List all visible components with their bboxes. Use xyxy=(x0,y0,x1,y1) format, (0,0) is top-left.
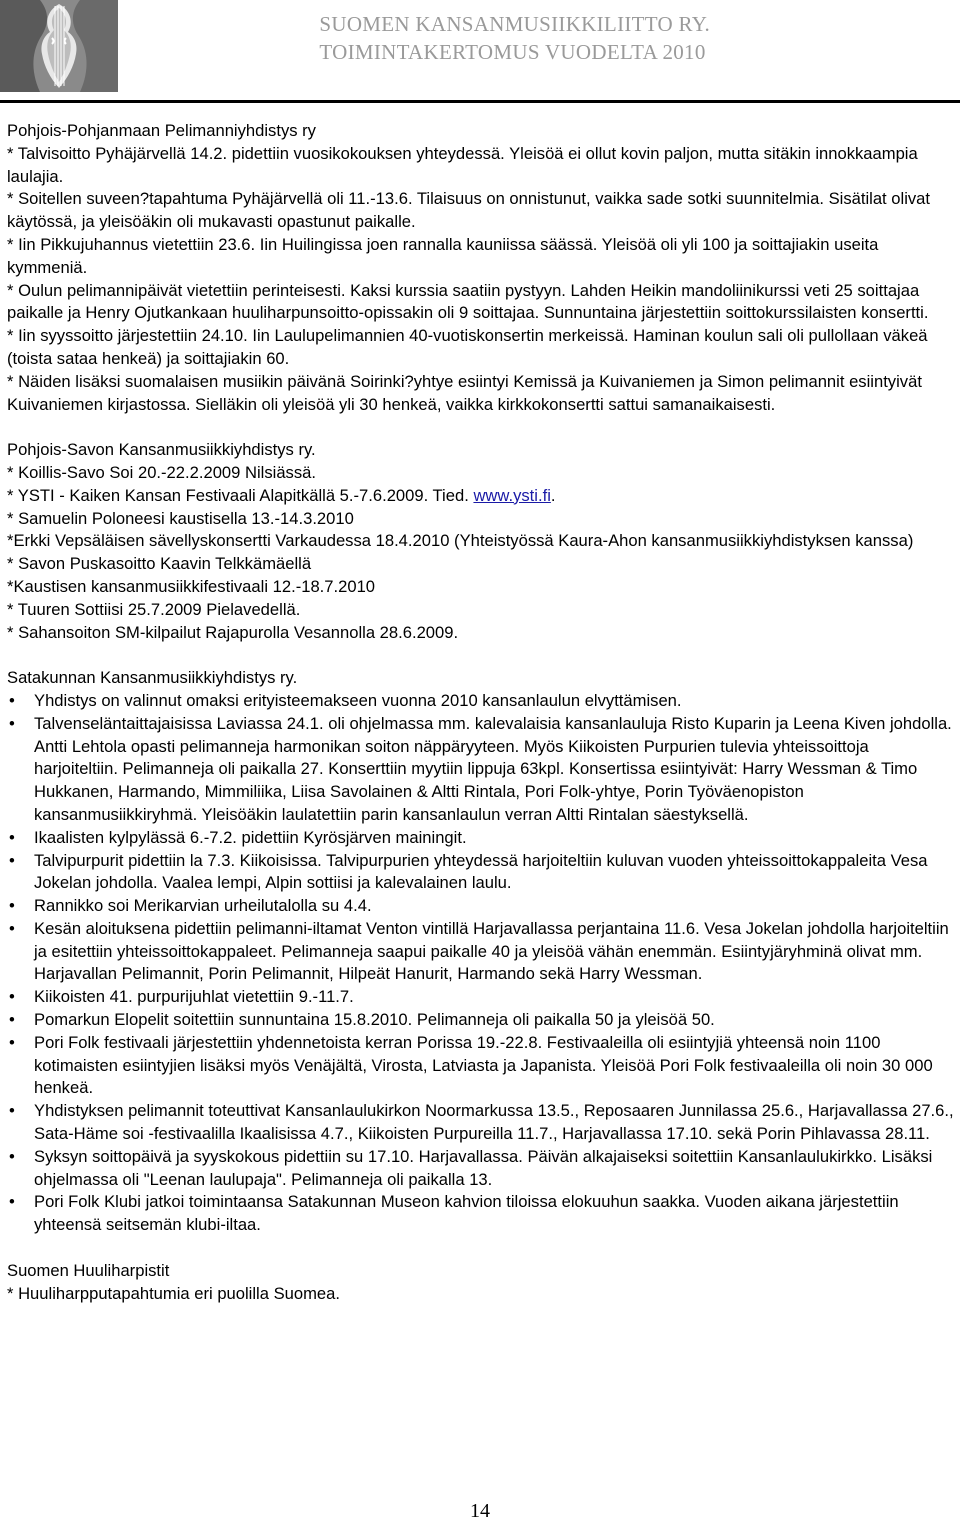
list-item: • Kesän aloituksena pidettiin pelimanni-iltamat Venton vintillä Harjavallassa perjantaina 11.6. Vesa Jokelan johdolla harjoiteltiin ja esitettiin yhteissoittokappaleet. Pelimanneja saapui paikalle 40 ja yleisöä vähän enemmän. Esiintyjäryhminä olivat mm. Harjavallan Pelimannit, Porin Pelimannit, Hilpeät Hanurit, Harmando sekä Harry Wessman. xyxy=(7,918,955,986)
list-item: • Talvenseläntaittajaisissa Laviassa 24.1. oli ohjelmassa mm. kalevalaisia kansanlauluja Risto Kuparin ja Leena Kiven johdolla. Antti Lehtola opasti pelimanneja harmonikan soiton näppäryyteen. Myös Kiikoisten Purpurien tulevia yhteissoittoja harjoiteltiin. Pelimanneja oli paikalla 27. Konserttiin myytiin lippuja 63kpl. Konsertissa esiintyivät: Harry Wessman & Timo Hukkanen, Harmando, Mimmiliika, Liisa Savolainen & Altti Rintala, Pori Folk-yhtye, Porin Työväenopiston kansanmusiikkiryhmä. Yleisöäkin laulatettiin parin kansanlaulun verran Altti Rintalan säestyksellä. xyxy=(7,713,955,827)
ysti-link[interactable]: www.ysti.fi xyxy=(473,485,551,505)
section-title: Satakunnan Kansanmusiikkiyhdistys ry. xyxy=(7,668,298,688)
section-title: Suomen Huuliharpistit xyxy=(7,1260,170,1280)
list-item: • Pomarkun Elopelit soitettiin sunnuntaina 15.8.2010. Pelimanneja oli paikalla 50 ja yleisöä 50. xyxy=(7,1009,955,1032)
header-title xyxy=(319,10,710,66)
header-line-1: SUOMEN KANSANMUSIIKKILIITTO RY. xyxy=(319,12,710,36)
document-body xyxy=(7,120,955,1328)
paragraph: *Erkki Vepsäläisen sävellyskonsertti Varkaudessa 18.4.2010 (Yhteistyössä Kaura-Ahon kansanmusiikkiyhdistyksen kanssa) xyxy=(7,531,914,551)
paragraph-ysti xyxy=(7,485,955,508)
list-item: • Kiikoisten 41. purpurijuhlat vietettiin 9.-11.7. xyxy=(7,986,955,1009)
list-item: • Talvipurpurit pidettiin la 7.3. Kiikoisissa. Talvipurpurien yhteydessä harjoiteltiin kuluvan vuoden yhteissoittokappaleita Vesa Jokelan johdolla. Vaalea lempi, Alpin sottiisi ja kalevalainen laulu. xyxy=(7,850,955,896)
paragraph: * Näiden lisäksi suomalaisen musiikin päivänä Soirinki?yhtye esiintyi Kemissä ja Kuivaniemen ja Simon pelimannit esiintyivät Kuivaniemen kirjastossa. Sielläkin oli yleisöä yli 30 henkeä, vaikka kirkkokonsertti sattui samanaikaisesti. xyxy=(7,371,922,414)
page-header xyxy=(0,0,960,92)
list-item: • Pori Folk Klubi jatkoi toimintaansa Satakunnan Museon kahvion tiloissa elokuuhun saakka. Vuoden aikana järjestettiin yhteensä seitsemän klubi-iltaa. xyxy=(7,1191,955,1237)
paragraph: * Iin Pikkujuhannus vietettiin 23.6. Iin Huilingissa joen rannalla kauniissa säässä. Yleisöä oli yli 100 ja soittajiakin useita kymmeniä. xyxy=(7,234,879,277)
ysti-text: * YSTI - Kaiken Kansan Festivaali Alapitkällä 5.-7.6.2009. Tied. xyxy=(7,485,474,505)
list-item: • Pori Folk festivaali järjestettiin yhdennetoista kerran Porissa 19.-22.8. Festivaaleilla oli esiintyjiä yhteensä noin 1100 kotimaisten esiintyjien lisäksi myös Venäjältä, Virosta, Latviasta ja Japanista. Yleisöä Pori Folk festivaaleilla oli noin 30 000 henkeä. xyxy=(7,1032,955,1100)
paragraph: * Oulun pelimannipäivät vietettiin perinteisesti. Kaksi kurssia saatiin pystyyn. Lahden Heikin mandoliinikurssi veti 25 soittajaa paikalle ja Henry Ojutkankaan huuliharpunsoitto-opissakin oli 9 soittajaa. Sunnuntaina järjestettiin soittokurssilaisten konsertti. xyxy=(7,280,929,323)
section-title: Pohjois-Savon Kansanmusiikkiyhdistys ry. xyxy=(7,440,316,460)
violin-logo-icon xyxy=(0,0,118,92)
section-satakunta xyxy=(7,667,955,1237)
list-item: • Yhdistys on valinnut omaksi erityisteemakseen vuonna 2010 kansanlaulun elvyttämisen. xyxy=(7,690,955,713)
paragraph: * Talvisoitto Pyhäjärvellä 14.2. pidettiin vuosikokouksen yhteydessä. Yleisöä ei ollut kovin paljon, mutta sitäkin innokkaampia laulajia. xyxy=(7,143,918,186)
paragraph: * Koillis-Savo Soi 20.-22.2.2009 Nilsiässä. xyxy=(7,462,316,482)
paragraph: * Savon Puskasoitto Kaavin Telkkämäellä xyxy=(7,554,312,574)
section-huuliharpistit xyxy=(7,1260,955,1306)
list-item: • Rannikko soi Merikarvian urheilutalolla su 4.4. xyxy=(7,895,955,918)
paragraph: * Iin syyssoitto järjestettiin 24.10. Iin Laulupelimannien 40-vuotiskonsertin merkeissä. Haminan koulun sali oli pullollaan väkeä (toista sataa henkeä) ja soittajiakin 60. xyxy=(7,326,928,368)
section-pohjois-savo xyxy=(7,439,955,644)
header-line-2: TOIMINTAKERTOMUS VUODELTA 2010 xyxy=(319,40,706,64)
section-pohjois-pohjanmaa xyxy=(7,120,955,416)
list-item: • Ikaalisten kylpylässä 6.-7.2. pidettiin Kyrösjärven mainingit. xyxy=(7,827,955,850)
list-item: • Syksyn soittopäivä ja syyskokous pidettiin su 17.10. Harjavallassa. Päivän alkajaiseksi soitettiin Kansanlaulukirkko. Lisäksi ohjelmassa oli "Leenan laulupaja". Pelimanneja oli paikalla 13. xyxy=(7,1146,955,1192)
paragraph: * Huuliharpputapahtumia eri puolilla Suomea. xyxy=(7,1283,341,1303)
paragraph: * Sahansoiton SM-kilpailut Rajapurolla Vesannolla 28.6.2009. xyxy=(7,622,459,642)
paragraph: * Soitellen suveen?tapahtuma Pyhäjärvellä oli 11.-13.6. Tilaisuus on onnistunut, vaikka sade sotki suunnitelmia. Sisätilat olivat käytössä, ja yleisöäkin oli mukavasti opastunut paikalle. xyxy=(7,189,931,232)
list-item: • Yhdistyksen pelimannit toteuttivat Kansanlaulukirkon Noormarkussa 13.5., Reposaaren Junnilassa 25.6., Harjavallassa 27.6., Sata-Häme soi -festivaalilla Ikaalisissa 4.7., Kiikoisten Purpureilla 11.7., Harjavallassa 17.10. sekä Porin Pihlavassa 28.11. xyxy=(7,1100,955,1146)
bullet-list xyxy=(7,690,955,1237)
page-number: 14 xyxy=(470,1500,490,1522)
header-divider xyxy=(0,100,960,103)
ysti-suffix: . xyxy=(550,485,556,505)
paragraph: *Kaustisen kansanmusiikkifestivaali 12.-18.7.2010 xyxy=(7,576,376,596)
section-title: Pohjois-Pohjanmaan Pelimanniyhdistys ry xyxy=(7,121,316,140)
paragraph: * Tuuren Sottiisi 25.7.2009 Pielavedellä. xyxy=(7,599,301,619)
paragraph: * Samuelin Poloneesi kaustisella 13.-14.3.2010 xyxy=(7,508,354,528)
